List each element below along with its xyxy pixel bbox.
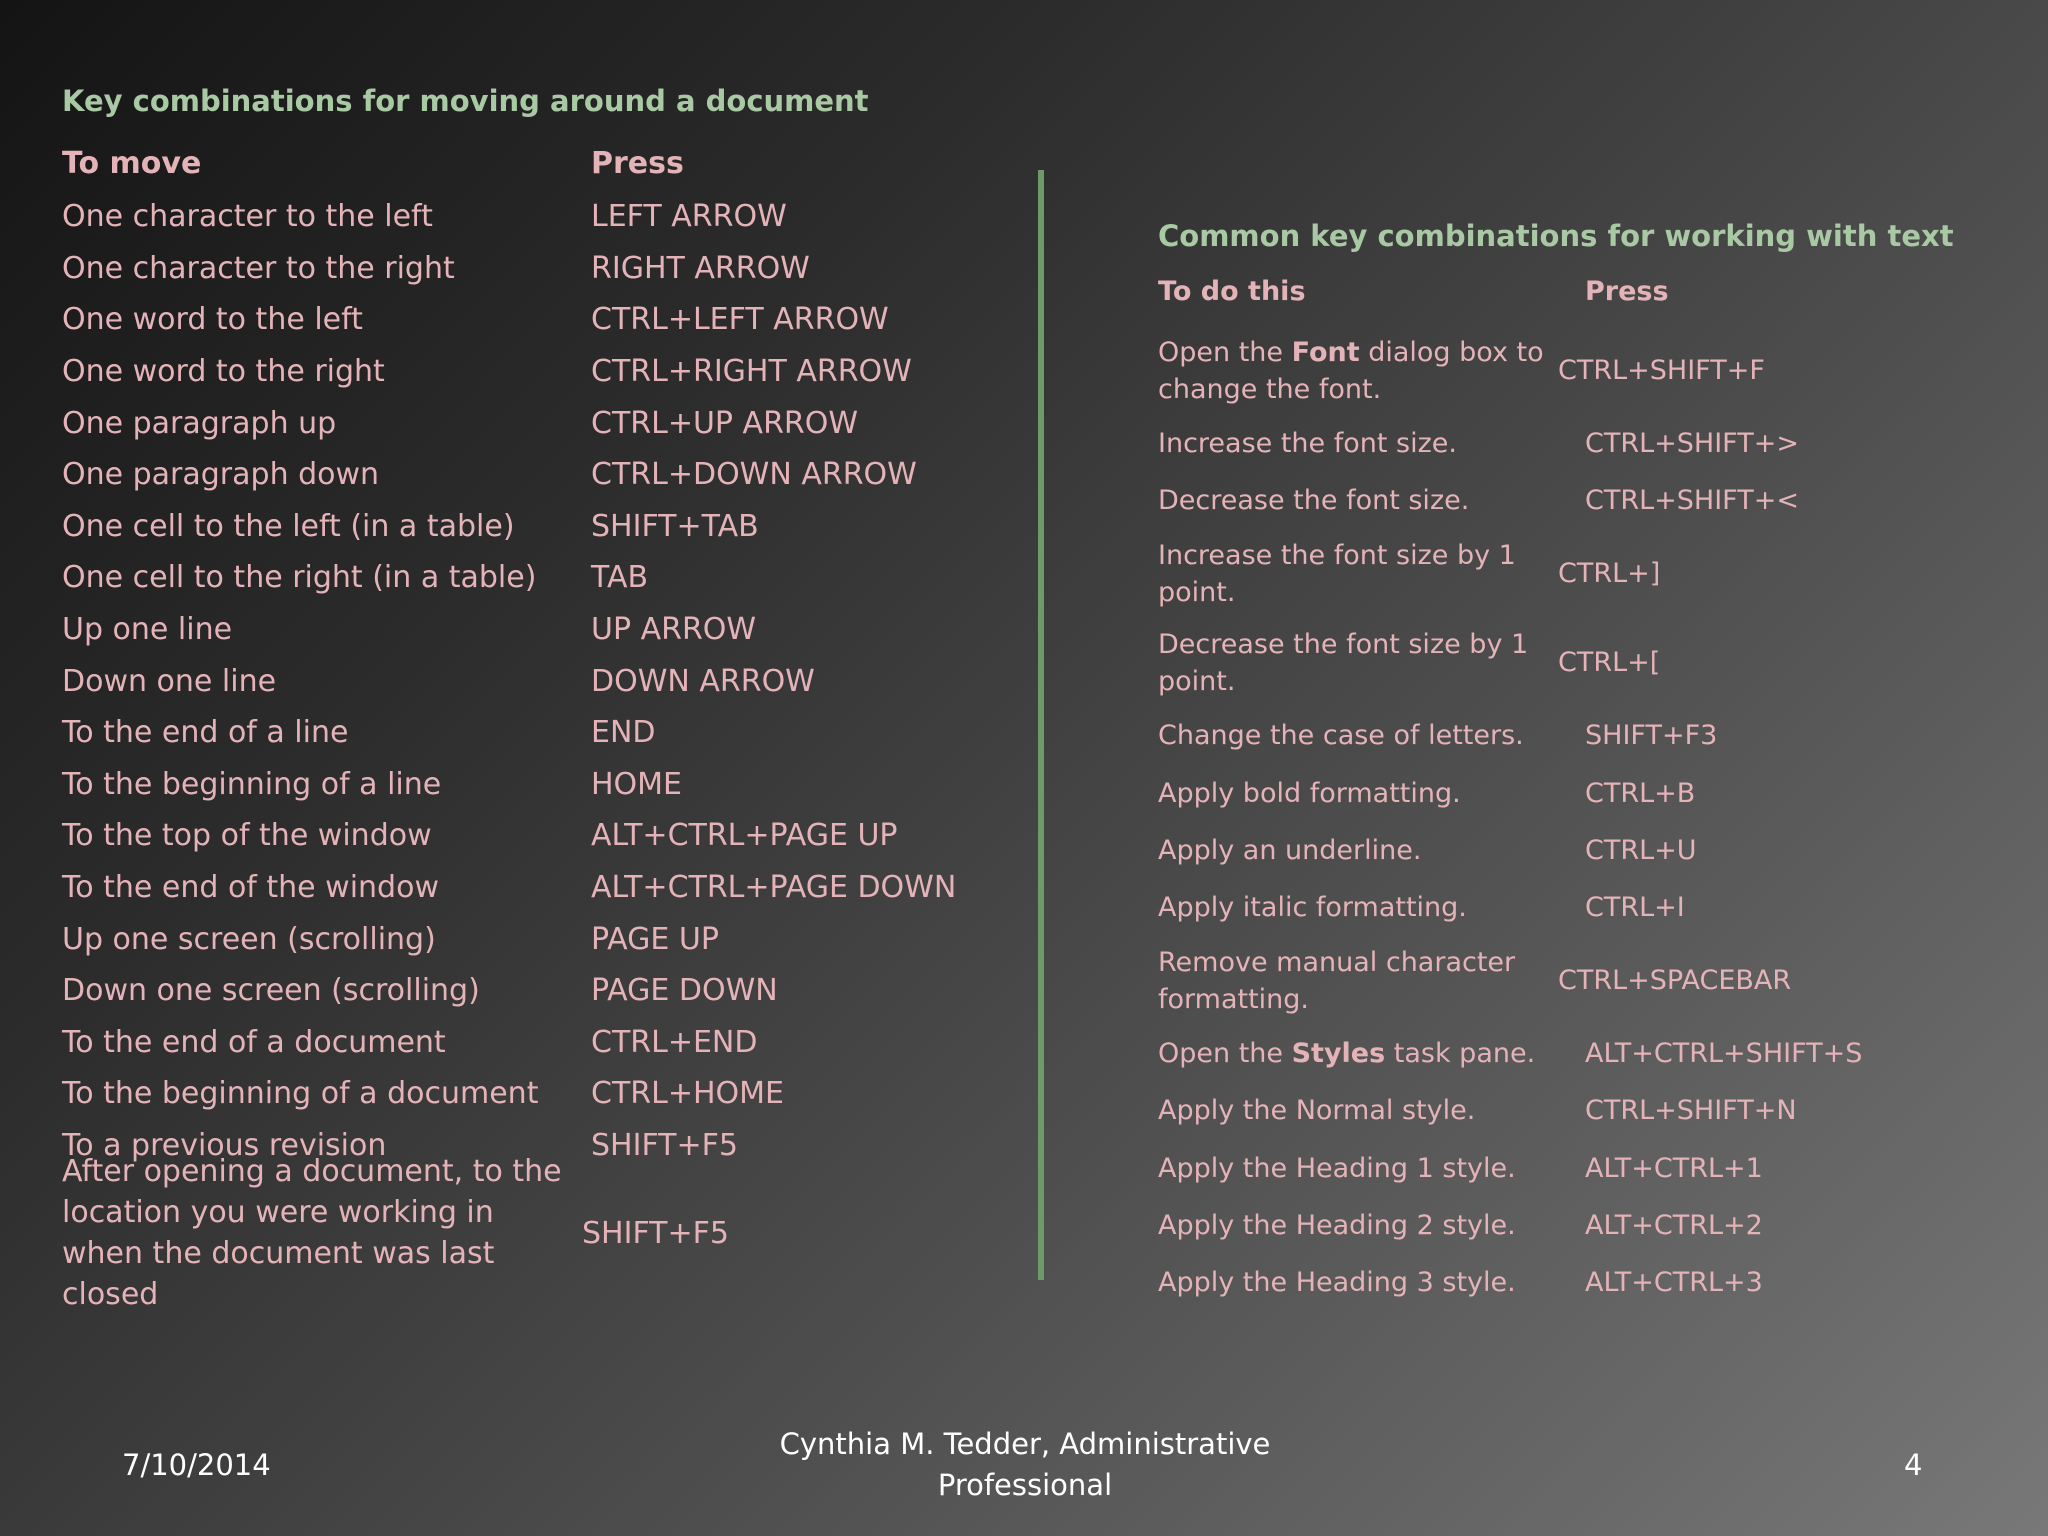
action-cell: Apply the Normal style. [1158, 1095, 1476, 1127]
action-cell: Up one screen (scrolling) [62, 921, 436, 957]
keys-cell: CTRL+] [1558, 558, 1661, 590]
action-cell: One word to the right [62, 354, 385, 390]
left-section-title: Key combinations for moving around a document [62, 84, 869, 118]
action-cell: Apply an underline. [1158, 834, 1422, 866]
table-row [1158, 618, 1958, 707]
action-cell: To a previous revision [62, 1127, 387, 1163]
action-cell: Remove manual character formatting. [1158, 946, 1516, 1015]
table-row [1158, 936, 1958, 1025]
text-shortcuts-table [1158, 326, 1958, 1311]
table-row [62, 604, 962, 656]
table-row [62, 759, 962, 811]
table-row [1158, 1082, 1958, 1139]
action-cell: To the end of a line [62, 715, 349, 751]
left-col1-header: To move [62, 146, 202, 181]
action-cell: After opening a document, to the location you were working in when the document was last closed [62, 1154, 562, 1313]
keys-cell: UP ARROW [591, 612, 757, 648]
action-text: dialog box to change the font. [1158, 336, 1544, 405]
keys-cell: CTRL+SHIFT+< [1585, 485, 1799, 517]
keys-cell: CTRL+LEFT ARROW [591, 302, 889, 338]
keys-cell: CTRL+SPACEBAR [1558, 965, 1792, 997]
action-cell: Decrease the font size. [1158, 485, 1470, 517]
keys-cell: CTRL+SHIFT+N [1585, 1095, 1797, 1127]
table-row [62, 862, 962, 914]
action-cell [1158, 1038, 1585, 1069]
action-cell: Down one screen (scrolling) [62, 973, 480, 1009]
action-cell: Apply bold formatting. [1158, 777, 1461, 809]
table-row [1158, 326, 1958, 415]
table-row [1158, 707, 1958, 764]
keys-cell: HOME [591, 766, 683, 802]
action-cell: To the end of the window [62, 870, 439, 906]
keys-cell: ALT+CTRL+PAGE UP [591, 818, 898, 854]
action-text: task pane. [1385, 1038, 1536, 1070]
keys-cell: CTRL+B [1585, 777, 1696, 809]
action-cell: Increase the font size by 1 point. [1158, 539, 1516, 608]
keys-cell: TAB [591, 560, 649, 596]
slide-number: 4 [1904, 1448, 1923, 1482]
table-row [1158, 1197, 1958, 1254]
table-row [62, 552, 962, 604]
keys-cell: DOWN ARROW [591, 663, 815, 699]
table-row [62, 501, 962, 553]
table-row [62, 243, 962, 295]
table-row [62, 810, 962, 862]
table-row [1158, 529, 1958, 618]
right-section-title: Common key combinations for working with text [1158, 219, 1954, 253]
keys-cell: CTRL+U [1585, 834, 1697, 866]
table-row [62, 346, 962, 398]
table-row [62, 1068, 962, 1120]
table-row [62, 1154, 962, 1313]
table-row [62, 191, 962, 243]
action-cell: Change the case of letters. [1158, 720, 1524, 752]
table-row [62, 707, 962, 759]
keys-cell: ALT+CTRL+SHIFT+S [1585, 1038, 1863, 1070]
keys-cell: CTRL+SHIFT+F [1558, 355, 1765, 386]
keys-cell: RIGHT ARROW [591, 250, 810, 286]
table-row [1158, 822, 1958, 879]
action-cell: Apply the Heading 2 style. [1158, 1209, 1516, 1241]
keys-cell: CTRL+HOME [591, 1076, 784, 1112]
keys-cell: SHIFT+TAB [591, 508, 759, 544]
table-row [1158, 879, 1958, 936]
footer-author: Cynthia M. Tedder, Administrative Professional [779, 1427, 1271, 1502]
table-row [1158, 472, 1958, 529]
table-row [62, 449, 962, 501]
table-row [1158, 765, 1958, 822]
keys-cell: CTRL+END [591, 1024, 758, 1060]
action-cell: One character to the left [62, 199, 433, 235]
keys-cell: CTRL+I [1585, 892, 1685, 924]
table-row [62, 913, 962, 965]
keys-cell: ALT+CTRL+PAGE DOWN [591, 870, 957, 906]
action-cell: One cell to the right (in a table) [62, 560, 537, 596]
action-cell: Apply the Heading 1 style. [1158, 1152, 1516, 1184]
keys-cell: ALT+CTRL+1 [1585, 1152, 1763, 1184]
action-cell: To the beginning of a document [62, 1076, 539, 1112]
action-cell: Apply italic formatting. [1158, 892, 1467, 924]
right-col2-header: Press [1585, 276, 1669, 307]
vertical-divider [1038, 170, 1044, 1280]
action-cell: Down one line [62, 663, 277, 699]
action-cell: To the beginning of a line [62, 766, 442, 802]
action-cell: One cell to the left (in a table) [62, 508, 515, 544]
table-row [62, 397, 962, 449]
action-cell: One paragraph up [62, 405, 337, 441]
keys-cell: PAGE DOWN [591, 973, 778, 1009]
footer-date: 7/10/2014 [122, 1448, 271, 1482]
table-row [62, 294, 962, 346]
keys-cell: SHIFT+F5 [591, 1127, 738, 1163]
table-row [1158, 415, 1958, 472]
table-row [1158, 1140, 1958, 1197]
keys-cell: LEFT ARROW [591, 199, 787, 235]
table-row [1158, 1254, 1958, 1311]
table-row [62, 965, 962, 1017]
action-cell: One paragraph down [62, 457, 380, 493]
action-text: Open the [1158, 1038, 1292, 1070]
action-cell: Apply the Heading 3 style. [1158, 1266, 1516, 1298]
action-text: Open the [1158, 336, 1292, 368]
keys-cell: CTRL+[ [1558, 647, 1661, 679]
action-bold-text: Styles [1291, 1038, 1386, 1070]
keys-cell: PAGE UP [591, 921, 719, 957]
action-cell: One word to the left [62, 302, 363, 338]
right-col1-header: To do this [1158, 276, 1306, 307]
keys-cell: CTRL+SHIFT+> [1585, 428, 1799, 460]
keys-cell: SHIFT+F3 [1585, 720, 1718, 752]
keys-cell: ALT+CTRL+2 [1585, 1209, 1763, 1241]
action-cell: Increase the font size. [1158, 428, 1457, 460]
keys-cell: SHIFT+F5 [582, 1215, 729, 1251]
keys-cell: CTRL+UP ARROW [591, 405, 859, 441]
action-cell [1158, 334, 1558, 408]
action-cell: Decrease the font size by 1 point. [1158, 628, 1529, 697]
table-row [62, 1017, 962, 1069]
left-col2-header: Press [591, 146, 684, 181]
action-cell: To the end of a document [62, 1024, 446, 1060]
keys-cell: END [591, 715, 656, 751]
keys-cell: CTRL+RIGHT ARROW [591, 354, 912, 390]
action-bold-text: Font [1291, 336, 1360, 368]
table-row [62, 655, 962, 707]
keys-cell: ALT+CTRL+3 [1585, 1266, 1763, 1298]
action-cell: One character to the right [62, 250, 455, 286]
table-row [1158, 1025, 1958, 1082]
action-cell: Up one line [62, 612, 233, 648]
action-cell: To the top of the window [62, 818, 432, 854]
keys-cell: CTRL+DOWN ARROW [591, 457, 917, 493]
move-shortcuts-table [62, 191, 962, 1313]
